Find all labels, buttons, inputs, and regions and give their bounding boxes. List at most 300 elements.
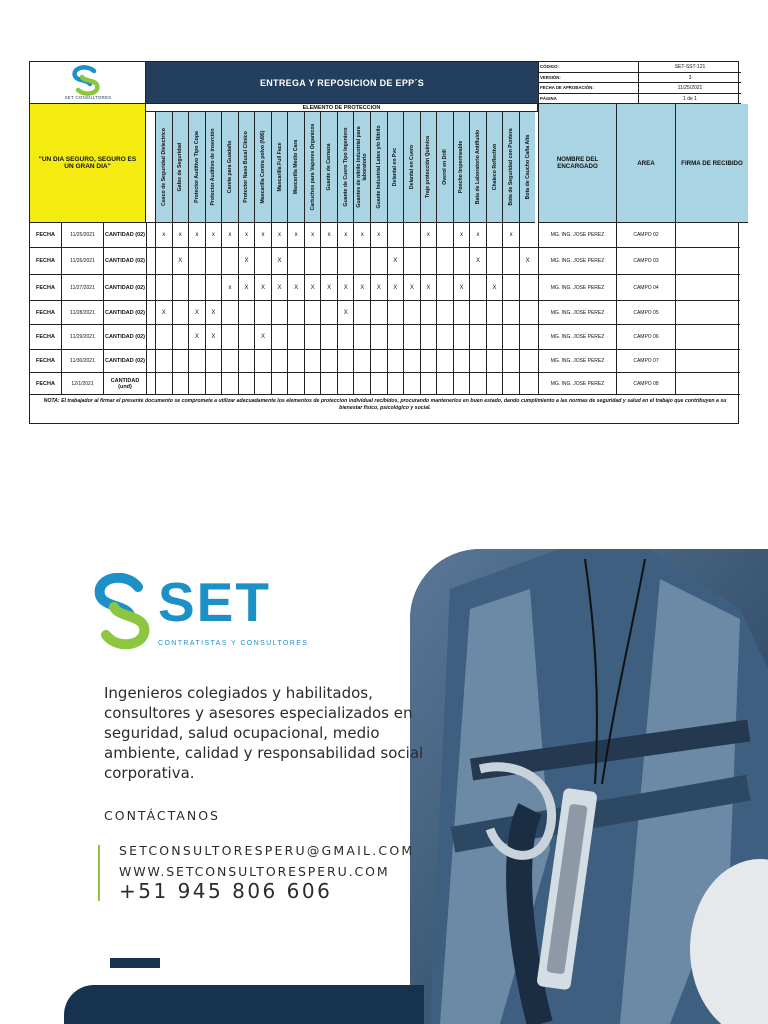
item-mark: X — [271, 248, 288, 274]
quantity-label: CANTIDAD (02) — [103, 223, 146, 247]
item-mark — [221, 350, 238, 372]
item-mark — [502, 373, 519, 394]
ad-description: Ingenieros colegiados y habilitados, consultores y asesores especializados en seguridad, salud ocupacional, medio ambiente, calidad y responsabilidad social corporativa. — [104, 684, 424, 782]
item-mark: X — [403, 275, 420, 300]
item-mark: X — [287, 275, 304, 300]
signature-cell — [675, 350, 748, 372]
item-mark: x — [337, 223, 354, 247]
item-mark: x — [221, 223, 238, 247]
table-row — [30, 223, 740, 248]
contact-phone[interactable]: +51 945 806 606 — [119, 879, 333, 903]
item-mark: X — [188, 325, 205, 349]
item-mark — [403, 223, 420, 247]
meta-label: VERSIÓN: — [540, 74, 561, 80]
accent-bar — [98, 845, 100, 901]
item-mark — [172, 301, 189, 324]
item-mark — [436, 223, 453, 247]
item-mark — [304, 325, 321, 349]
item-mark — [205, 373, 222, 394]
item-header — [502, 112, 519, 223]
item-mark — [221, 373, 238, 394]
decorative-dash — [110, 958, 160, 968]
header-area: AREA — [616, 104, 675, 223]
quantity-label: CANTIDAD (02) — [103, 350, 146, 372]
form-title: ENTREGA Y REPOSICION DE EPP´S — [146, 62, 538, 104]
item-mark — [254, 248, 271, 274]
set-brand-logo-icon — [92, 573, 152, 649]
item-header-label: Mascarilla Full Face — [276, 142, 283, 192]
item-mark — [353, 248, 370, 274]
item-mark — [420, 373, 437, 394]
item-mark: X — [337, 275, 354, 300]
item-mark — [271, 325, 288, 349]
item-mark: X — [337, 301, 354, 324]
item-mark: x — [287, 223, 304, 247]
item-mark — [486, 301, 503, 324]
item-header — [370, 112, 387, 223]
item-mark: X — [205, 301, 222, 324]
item-header — [453, 112, 470, 223]
encargado-cell: MG. ING. JOSE PEREZ — [538, 301, 616, 324]
item-header — [205, 112, 222, 223]
meta-label: PÁGINA — [540, 95, 557, 101]
date-cell: 12/1/2021 — [61, 373, 103, 394]
item-header-label: Bota de Caucho Caña Alta — [524, 134, 531, 200]
fecha-label: FECHA — [36, 358, 55, 364]
item-mark — [205, 248, 222, 274]
form-logo — [30, 62, 146, 104]
item-mark — [304, 301, 321, 324]
item-mark: X — [320, 275, 337, 300]
item-mark — [370, 350, 387, 372]
meta-value: 11/25/2021 — [638, 83, 741, 93]
area-cell: CAMPO 05 — [616, 301, 675, 324]
item-mark — [387, 325, 404, 349]
item-mark — [519, 325, 536, 349]
area-cell: CAMPO 08 — [616, 373, 675, 394]
item-header — [469, 112, 486, 223]
item-header-label: Guantes de nitrilo Industrial para laboratorio — [356, 126, 369, 208]
item-mark: X — [387, 248, 404, 274]
item-mark — [188, 248, 205, 274]
item-header-label: Bata de Laboratorio Antifluido — [475, 129, 482, 205]
item-mark — [420, 350, 437, 372]
item-mark: X — [205, 325, 222, 349]
item-mark — [486, 373, 503, 394]
item-mark — [436, 248, 453, 274]
item-mark — [453, 350, 470, 372]
item-header — [238, 112, 255, 223]
meta-row — [539, 94, 741, 105]
signature-cell — [675, 223, 748, 247]
spacer-cell — [146, 373, 155, 394]
item-header-label: Gafas de Seguridad — [177, 142, 184, 192]
item-mark — [254, 350, 271, 372]
section-title: ELEMENTO DE PROTECCION — [146, 104, 538, 112]
meta-value: 3 — [638, 73, 741, 83]
item-mark: X — [453, 275, 470, 300]
spacer-cell — [146, 248, 155, 274]
item-mark: X — [254, 325, 271, 349]
item-mark: X — [188, 301, 205, 324]
area-cell: CAMPO 03 — [616, 248, 675, 274]
item-header — [486, 112, 503, 223]
item-mark — [172, 373, 189, 394]
item-header-label: Casco de Seguridad Dielectrico — [160, 128, 167, 206]
item-mark — [420, 301, 437, 324]
item-mark — [453, 325, 470, 349]
epp-delivery-form — [29, 61, 743, 424]
item-mark: x — [221, 275, 238, 300]
brand-subtitle: CONTRATISTAS Y CONSULTORES — [158, 640, 309, 647]
encargado-cell: MG. ING. JOSE PEREZ — [538, 223, 616, 247]
item-mark: x — [155, 223, 172, 247]
item-mark: x — [172, 223, 189, 247]
encargado-cell: MG. ING. JOSE PEREZ — [538, 350, 616, 372]
item-header-label: Poncho Impermeable — [458, 140, 465, 194]
table-row — [30, 350, 740, 373]
item-mark — [469, 350, 486, 372]
item-mark — [486, 325, 503, 349]
encargado-cell: MG. ING. JOSE PEREZ — [538, 248, 616, 274]
item-mark: X — [486, 275, 503, 300]
item-mark — [403, 373, 420, 394]
item-mark — [205, 350, 222, 372]
area-cell: CAMPO 02 — [616, 223, 675, 247]
item-mark — [353, 325, 370, 349]
item-mark — [420, 248, 437, 274]
encargado-cell: MG. ING. JOSE PEREZ — [538, 275, 616, 300]
item-mark — [486, 350, 503, 372]
contact-title: CONTÁCTANOS — [104, 808, 220, 823]
item-mark: X — [469, 248, 486, 274]
item-header-label: Overol en Drill — [441, 149, 448, 185]
item-mark — [436, 275, 453, 300]
item-mark — [287, 350, 304, 372]
worker-photo — [410, 549, 768, 1024]
item-mark — [287, 373, 304, 394]
item-mark — [320, 373, 337, 394]
item-header — [172, 112, 189, 223]
set-logo-icon — [66, 65, 110, 97]
item-mark — [287, 301, 304, 324]
item-mark — [304, 350, 321, 372]
item-mark — [502, 248, 519, 274]
item-mark: x — [453, 223, 470, 247]
item-mark: x — [271, 223, 288, 247]
meta-row — [539, 62, 741, 73]
item-mark — [155, 350, 172, 372]
signature-cell — [675, 301, 748, 324]
date-cell: 11/29/2021 — [61, 325, 103, 349]
item-mark — [337, 373, 354, 394]
item-mark — [370, 325, 387, 349]
area-cell: CAMPO 04 — [616, 275, 675, 300]
item-header — [387, 112, 404, 223]
item-mark — [188, 350, 205, 372]
form-note: NOTA: El trabajador al firmar el presente documento se compromete a utilizar adecuadamente los elementos de proteccion individual recibidos, procurando mantenerlos en buen estado, dando cumplimiento a las normas de seguridad y salud en el trabajo que contribuyen a su bienestar físico, psicológico y social. — [43, 398, 727, 411]
item-header-label: Mascarilla Contra polvo (N95) — [260, 130, 266, 204]
item-header — [254, 112, 271, 223]
item-mark — [502, 301, 519, 324]
item-mark — [238, 373, 255, 394]
item-mark — [403, 325, 420, 349]
meta-label: CÓDIGO: — [540, 64, 559, 69]
header-firma: FIRMA DE RECIBIDO — [675, 104, 748, 223]
item-mark — [172, 275, 189, 300]
meta-value: 1 de 1 — [638, 94, 741, 104]
item-mark — [387, 373, 404, 394]
item-mark — [486, 223, 503, 247]
item-mark — [420, 325, 437, 349]
date-cell: 11/27/2021 — [61, 275, 103, 300]
form-metadata — [538, 62, 740, 104]
item-mark — [370, 248, 387, 274]
item-mark — [370, 373, 387, 394]
item-mark — [453, 373, 470, 394]
item-mark — [238, 325, 255, 349]
item-mark — [387, 223, 404, 247]
item-mark: x — [320, 223, 337, 247]
item-header-label: Bota de Seguridad con Puntera — [508, 128, 515, 206]
item-mark — [205, 275, 222, 300]
item-mark — [337, 350, 354, 372]
item-mark — [453, 248, 470, 274]
item-mark: X — [353, 275, 370, 300]
item-header — [221, 112, 238, 223]
item-mark — [519, 350, 536, 372]
motto: "UN DIA SEGURO, SEGURO ES UN GRAN DIA" — [30, 104, 146, 223]
item-header — [287, 112, 304, 223]
item-mark — [403, 301, 420, 324]
item-header — [420, 112, 437, 223]
item-mark: x — [420, 223, 437, 247]
quantity-label: CANTIDAD (02) — [103, 275, 146, 300]
item-mark — [172, 350, 189, 372]
item-mark: x — [238, 223, 255, 247]
item-mark — [155, 275, 172, 300]
item-mark — [254, 301, 271, 324]
spacer-cell — [146, 301, 155, 324]
item-mark: X — [238, 248, 255, 274]
header-spacer — [146, 112, 155, 223]
brand-name: SET — [158, 571, 271, 633]
header-encargado: NOMBRE DEL ENCARGADO — [538, 104, 616, 223]
meta-value: SET-SST-121 — [638, 62, 741, 72]
item-mark — [188, 275, 205, 300]
table-row — [30, 325, 740, 350]
item-mark — [469, 325, 486, 349]
item-header — [271, 112, 288, 223]
area-cell: CAMPO 06 — [616, 325, 675, 349]
item-mark — [221, 301, 238, 324]
item-mark — [353, 373, 370, 394]
item-mark: X — [271, 275, 288, 300]
worker-harness-illustration — [410, 549, 768, 1024]
item-header — [436, 112, 453, 223]
item-mark — [436, 301, 453, 324]
item-mark — [519, 275, 536, 300]
table-row — [30, 275, 740, 301]
item-header — [353, 112, 370, 223]
item-mark — [403, 350, 420, 372]
table-row — [30, 301, 740, 325]
table-row — [30, 373, 740, 395]
logo-caption: SET CONSULTORES — [64, 95, 112, 100]
item-mark — [469, 373, 486, 394]
item-header — [304, 112, 321, 223]
item-mark — [287, 325, 304, 349]
item-mark — [155, 248, 172, 274]
item-mark — [502, 275, 519, 300]
spacer-cell — [146, 325, 155, 349]
signature-cell — [675, 373, 748, 394]
item-mark — [387, 350, 404, 372]
item-mark — [320, 350, 337, 372]
area-cell: CAMPO 07 — [616, 350, 675, 372]
signature-cell — [675, 248, 748, 274]
item-mark — [271, 301, 288, 324]
item-mark: x — [254, 223, 271, 247]
signature-cell — [675, 325, 748, 349]
item-header-label: Guante Industrial Latex y/o Nitrilo — [375, 125, 382, 209]
item-mark — [304, 248, 321, 274]
fecha-label: FECHA — [36, 380, 55, 387]
fecha-label: FECHA — [36, 258, 55, 264]
meta-label: FECHA DE APROBACIÓN: — [540, 85, 594, 90]
item-header — [155, 112, 172, 223]
item-mark — [337, 325, 354, 349]
decorative-band — [64, 985, 424, 1024]
item-header-label: Protector Auditivo de inserción — [210, 128, 217, 206]
item-header — [337, 112, 354, 223]
item-mark — [320, 325, 337, 349]
spacer-cell — [146, 275, 155, 300]
item-header — [519, 112, 536, 223]
meta-row — [539, 83, 741, 94]
date-cell: 11/30/2021 — [61, 350, 103, 372]
item-mark — [155, 325, 172, 349]
item-header — [320, 112, 337, 223]
item-header-label: Chaleco Reflectivo — [491, 143, 498, 191]
item-header-label: Delantal en Cuero — [408, 144, 415, 190]
item-mark: X — [155, 301, 172, 324]
item-mark — [172, 325, 189, 349]
fecha-label: FECHA — [36, 284, 55, 291]
item-mark: x — [370, 223, 387, 247]
item-mark — [387, 301, 404, 324]
item-mark — [469, 275, 486, 300]
item-mark: X — [519, 248, 536, 274]
table-row — [30, 248, 740, 275]
item-mark: x — [304, 223, 321, 247]
item-mark: x — [188, 223, 205, 247]
quantity-label: CANTIDAD (02) — [103, 301, 146, 324]
item-mark: x — [502, 223, 519, 247]
item-mark — [353, 350, 370, 372]
item-mark — [502, 325, 519, 349]
item-mark — [502, 350, 519, 372]
fecha-label: FECHA — [36, 232, 55, 238]
item-header-label: Traje protección Química — [425, 136, 432, 198]
item-header-label: Guante de Carnaza — [326, 143, 333, 191]
item-mark — [271, 350, 288, 372]
item-mark: x — [353, 223, 370, 247]
item-mark — [238, 350, 255, 372]
item-mark: x — [469, 223, 486, 247]
item-mark — [403, 248, 420, 274]
item-mark — [519, 223, 536, 247]
quantity-label: CANTIDAD (und) — [103, 373, 146, 394]
item-header-label: Mascarilla Medio Cara — [293, 139, 300, 195]
item-mark — [353, 301, 370, 324]
item-mark — [320, 248, 337, 274]
item-mark — [188, 373, 205, 394]
item-mark: X — [238, 275, 255, 300]
item-mark: x — [205, 223, 222, 247]
item-mark — [519, 301, 536, 324]
fecha-label: FECHA — [36, 334, 55, 340]
encargado-cell: MG. ING. JOSE PEREZ — [538, 373, 616, 394]
item-header-label: Cartuchos para Vapores Organicos — [309, 123, 316, 211]
item-mark — [221, 325, 238, 349]
item-mark: X — [370, 275, 387, 300]
item-mark: X — [420, 275, 437, 300]
contact-website[interactable]: WWW.SETCONSULTORESPERU.COM — [119, 864, 390, 879]
item-mark — [453, 301, 470, 324]
item-mark — [436, 373, 453, 394]
date-cell: 11/25/2021 — [61, 223, 103, 247]
item-mark: X — [254, 275, 271, 300]
spacer-cell — [146, 350, 155, 372]
quantity-label: CANTIDAD (02) — [103, 248, 146, 274]
quantity-label: CANTIDAD (02) — [103, 325, 146, 349]
item-mark — [519, 373, 536, 394]
date-cell: 11/28/2021 — [61, 301, 103, 324]
contact-email[interactable]: SETCONSULTORESPERU@GMAIL.COM — [119, 843, 415, 858]
meta-row — [539, 73, 741, 84]
item-header — [188, 112, 205, 223]
fecha-label: FECHA — [36, 309, 55, 316]
item-header — [403, 112, 420, 223]
item-mark — [238, 301, 255, 324]
item-header-label: Delantal en Pvc — [392, 147, 399, 187]
spacer-cell — [146, 223, 155, 247]
item-mark: X — [387, 275, 404, 300]
signature-cell — [675, 275, 748, 300]
item-header-label: Guante de Cuero Tipo Ingeniero — [342, 127, 349, 207]
item-mark — [469, 301, 486, 324]
item-mark — [221, 248, 238, 274]
item-header-label: Protector Auditivo Tipo Copa — [193, 131, 200, 203]
item-mark — [320, 301, 337, 324]
item-mark — [370, 301, 387, 324]
item-mark — [287, 248, 304, 274]
item-header-label: Careta para Guadaña — [226, 140, 233, 194]
item-mark — [436, 350, 453, 372]
item-mark — [436, 325, 453, 349]
item-header-label: Protector Naso Bucal Clinico — [243, 131, 250, 203]
item-mark — [254, 373, 271, 394]
item-mark: X — [304, 275, 321, 300]
item-mark — [271, 373, 288, 394]
date-cell: 11/26/2021 — [61, 248, 103, 274]
item-mark — [304, 373, 321, 394]
item-mark — [337, 248, 354, 274]
item-mark — [486, 248, 503, 274]
item-mark — [155, 373, 172, 394]
encargado-cell: MG. ING. JOSE PEREZ — [538, 325, 616, 349]
